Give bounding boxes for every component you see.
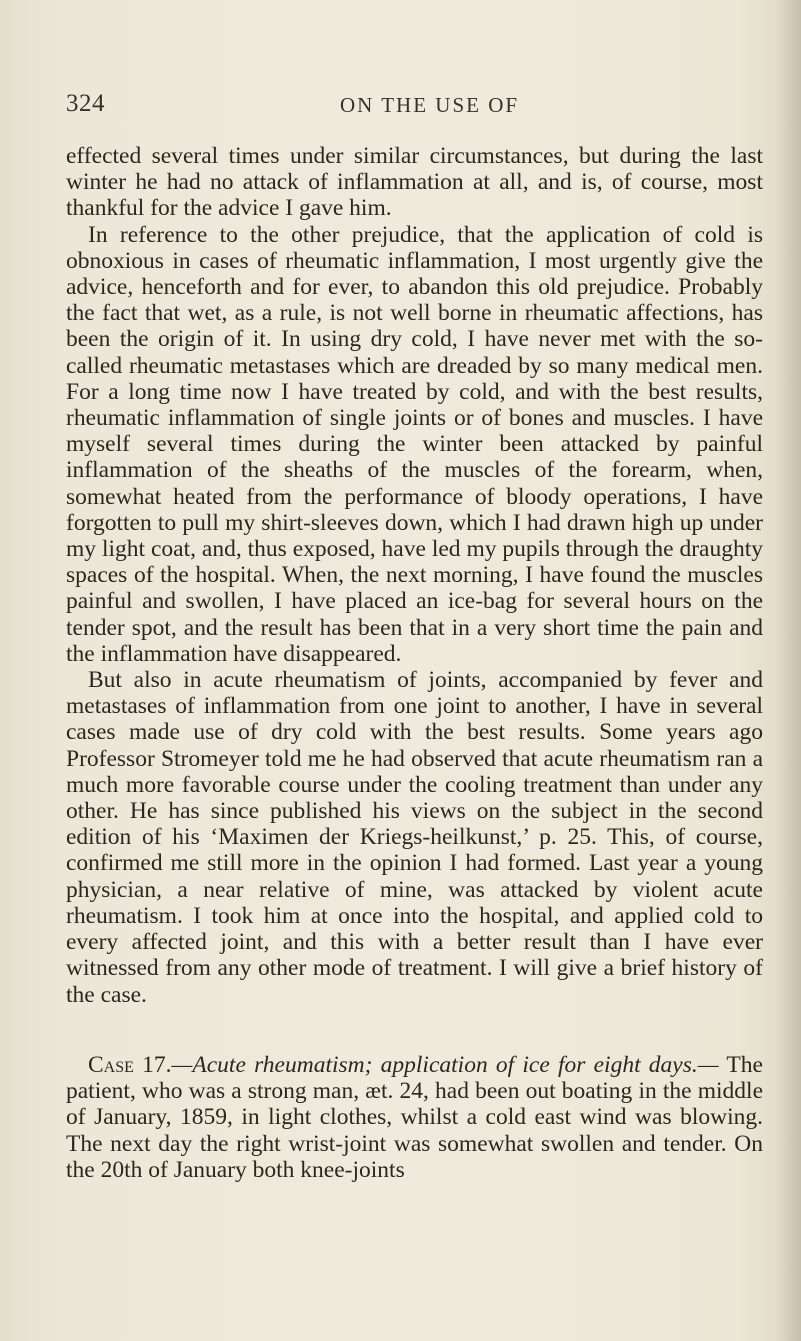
- paragraph-acute-rheumatism: But also in acute rheumatism of joints, accompanied by fever and metastases of inflammation from one joint to another, I have in several cases made use of dry cold with the best results. Some years ago Professor Stromeyer told me he had observed that acute rheumatism ran a much more favorable course under the cooling treatment than under any other. He has since published his views on the subject in the second edition of his ‘Maximen der Kriegs-heilkunst,’ p. 25. This, of course, confirmed me still more in the opinion I had formed. Last year a young physician, a near relative of mine, was attacked by violent acute rheumatism. I took him at once into the hospital, and applied cold to every affected joint, and this with a better result than I have ever witnessed from any other mode of treatment. I will give a brief history of the case.: [66, 667, 763, 1008]
- case-paragraph: [66, 1052, 763, 1183]
- paragraph-continuation: effected several times under similar circumstances, but during the last winter he had no attack of inflammation at all, and is, of course, most thankful for the advice I gave him.: [66, 143, 763, 222]
- body-text: [66, 143, 763, 1008]
- page-edge-shadow: [775, 0, 801, 1341]
- page-header: [0, 90, 801, 130]
- paragraph-cold-prejudice: In reference to the other prejudice, that the application of cold is obnoxious in cases of rheumatic inflammation, I most urgently give the advice, henceforth and for ever, to abandon this old prejudice. Probably the fact that wet, as a rule, is not well borne in rheumatic affections, has been the origin of it. In using dry cold, I have never met with the so-called rheumatic metastases which are dreaded by so many medical men. For a long time now I have treated by cold, and with the best results, rheumatic inflammation of single joints or of bones and muscles. I have myself several times during the winter been attacked by painful inflammation of the sheaths of the muscles of the forearm, when, somewhat heated from the performance of bloody operations, I have forgotten to pull my shirt-sleeves down, which I had drawn high up under my light coat, and, thus exposed, have led my pupils through the draughty spaces of the hospital. When, the next morning, I have found the muscles painful and swollen, I have placed an ice-bag for several hours on the tender spot, and the result has been that in a very short time the pain and the inflammation have disappeared.: [66, 221, 763, 667]
- page-number: 324: [66, 90, 105, 117]
- running-head: ON THE USE OF: [340, 93, 520, 117]
- case-17-section: [66, 1052, 763, 1183]
- case-label: Case 17.: [88, 1052, 172, 1078]
- case-text: The patient, who was a strong man, æt. 24, had been out boating in the middle of January, 1859, in light clothes, whilst a cold east wind was blowing. The next day the right wrist-joint was somewhat swollen and tender. On the 20th of January both knee-joints: [66, 1052, 763, 1183]
- case-title: —Acute rheumatism; application of ice for eight days.—: [171, 1052, 719, 1078]
